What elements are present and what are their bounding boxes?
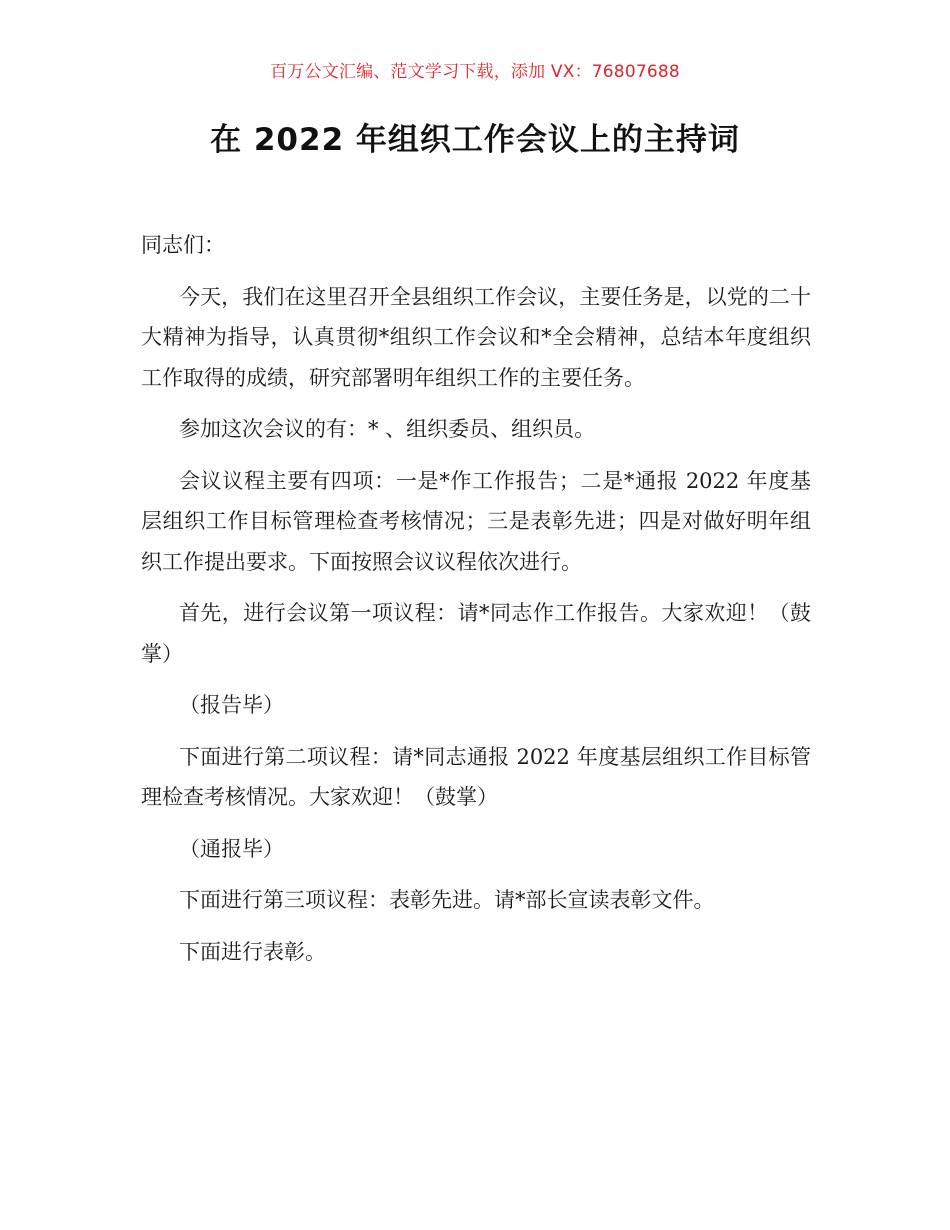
paragraph: 下面进行表彰。 [179,939,326,964]
paragraph: 下面进行第二项议程：请*同志通报 2022 年度基层组织工作目标管理检查考核情况。大家欢迎！（鼓掌） [141,744,811,809]
paragraph: （通报毕） [179,836,284,861]
document-body [141,225,811,983]
paragraph: 下面进行第三项议程：表彰先进。请*部长宣读表彰文件。 [179,888,715,912]
paragraph: （报告毕） [179,693,284,717]
paragraph: 参加这次会议的有：* 、组织委员、组织员。 [179,417,596,441]
paragraph: 会议议程主要有四项：一是*作工作报告；二是*通报 2022 年度基层组织工作目标管理检查考核情况；三是表彰先进；四是对做好明年组织工作提出要求。下面按照会议议程依次进行。 [141,468,811,574]
salutation: 同志们： [141,233,225,257]
header-watermark-note: 百万公文汇编、范文学习下载，添加 VX：76807688 [270,62,680,82]
document-title: 在 2022 年组织工作会议上的主持词 [210,122,740,158]
paragraph: 今天，我们在这里召开全县组织工作会议，主要任务是，以党的二十大精神为指导，认真贯彻*组织工作会议和*全会精神，总结本年度组织工作取得的成绩，研究部署明年组织工作的主要任务。 [141,284,811,390]
paragraph: 首先，进行会议第一项议程：请*同志作工作报告。大家欢迎！（鼓掌） [141,601,811,666]
